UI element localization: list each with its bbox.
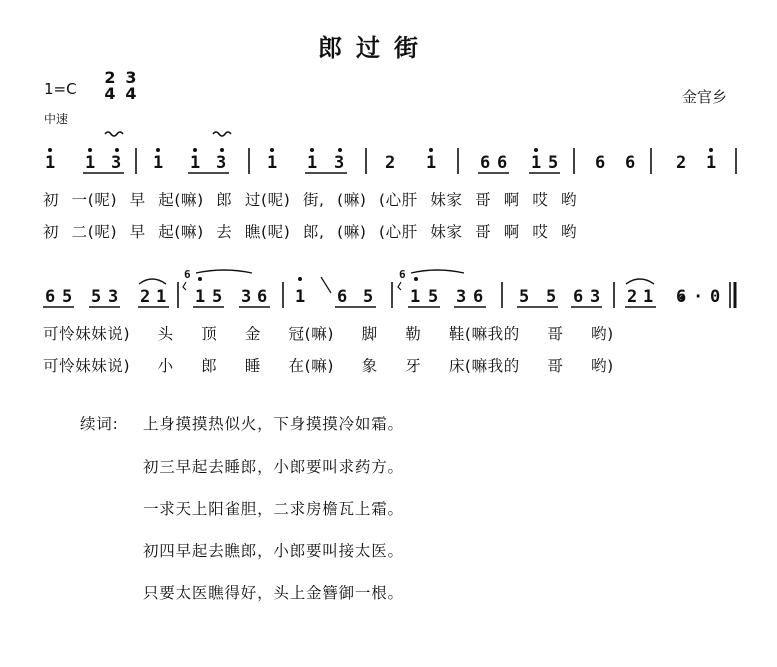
verse-line: 上身摸摸热似火，下身摸摸冷如霜。 [143,415,404,433]
svg-text:3: 3 [334,153,345,173]
svg-text:1: 1 [706,153,717,173]
key-signature: 1=C [44,80,77,98]
svg-text:1: 1 [85,153,96,173]
svg-text:3: 3 [241,287,252,307]
song-title: 郎过街 [318,34,432,62]
octave-dots [198,277,684,300]
verse-line: 初三早起去睡郎，小郎要叫求药方。 [143,458,404,476]
svg-text:6: 6 [45,287,56,307]
svg-text:5: 5 [546,287,557,307]
lyric-line-2-verse-1: 可怜妹妹说) 头 顶 金 冠(嘛) 脚 勒 鞋(嘛我的 哥 哟) [43,325,614,343]
svg-text:1: 1 [267,153,278,173]
svg-text:5: 5 [91,287,102,307]
svg-text:6: 6 [399,268,406,281]
meter-denominator: 4 [104,84,116,103]
svg-text:1: 1 [153,153,164,173]
svg-text:3: 3 [108,287,119,307]
octave-dots [48,148,713,152]
svg-text:1: 1 [195,287,206,307]
svg-text:3: 3 [456,287,467,307]
meter-3-4 [124,70,138,102]
svg-text:5: 5 [363,287,374,307]
lyric-line-2-verse-2: 可怜妹妹说) 小 郎 睡 在(嘛) 象 牙 床(嘛我的 哥 哟) [43,357,614,375]
svg-text:5: 5 [519,287,530,307]
meter-2-4 [103,70,117,102]
svg-text:1: 1 [156,287,167,307]
svg-text:6: 6 [184,268,191,281]
svg-text:5: 5 [548,153,559,173]
svg-text:6: 6 [676,287,687,307]
lyric-line-1-verse-1: 初 一(呢) 早 起(嘛) 郎 过(呢) 街, (嘛) (心肝 妹家 哥 啊 哎 哟 [43,191,578,209]
svg-text:1: 1 [190,153,201,173]
score-line-2 [0,262,777,322]
svg-text:3: 3 [590,287,601,307]
svg-text:5: 5 [428,287,439,307]
meter-denominator: 4 [125,84,137,103]
svg-text:2: 2 [140,287,151,307]
svg-text:6: 6 [497,153,508,173]
meter-numerator: 2 [104,68,116,87]
svg-text:6: 6 [337,287,348,307]
svg-text:1: 1 [295,287,306,307]
svg-text:1: 1 [307,153,318,173]
tempo-marking: 中速 [44,112,69,126]
svg-text:1: 1 [531,153,542,173]
trill-mark [105,132,231,136]
svg-text:6: 6 [257,287,268,307]
svg-text:1: 1 [643,287,654,307]
verses-label: 续词: [80,415,119,433]
svg-text:1: 1 [426,153,437,173]
verse-line: 一求天上阳雀胆，二求房檐瓦上霜。 [143,500,404,518]
svg-text:5: 5 [62,287,73,307]
svg-text:6: 6 [595,153,606,173]
slurs [139,270,654,284]
svg-text:2: 2 [676,153,687,173]
region-credit: 金官乡 [682,88,728,106]
svg-text:3: 3 [111,153,122,173]
svg-text:0: 0 [710,287,721,307]
svg-text:5: 5 [212,287,223,307]
svg-text:1: 1 [45,153,56,173]
verse-line: 只要太医瞧得好，头上金簪御一根。 [143,584,404,602]
svg-text:6: 6 [473,287,484,307]
svg-text:2: 2 [627,287,638,307]
score-line-1 [0,120,777,180]
lyric-line-1-verse-2: 初 二(呢) 早 起(嘛) 去 瞧(呢) 郎, (嘛) (心肝 妹家 哥 啊 哎 哟 [43,223,578,241]
svg-text:3: 3 [216,153,227,173]
svg-text:6: 6 [480,153,491,173]
verse-line: 初四早起去瞧郎，小郎要叫接太医。 [143,542,404,560]
svg-text:·: · [693,287,704,307]
svg-text:6: 6 [625,153,636,173]
meter-numerator: 3 [125,68,137,87]
svg-text:1: 1 [410,287,421,307]
svg-text:2: 2 [385,153,396,173]
svg-text:6: 6 [573,287,584,307]
